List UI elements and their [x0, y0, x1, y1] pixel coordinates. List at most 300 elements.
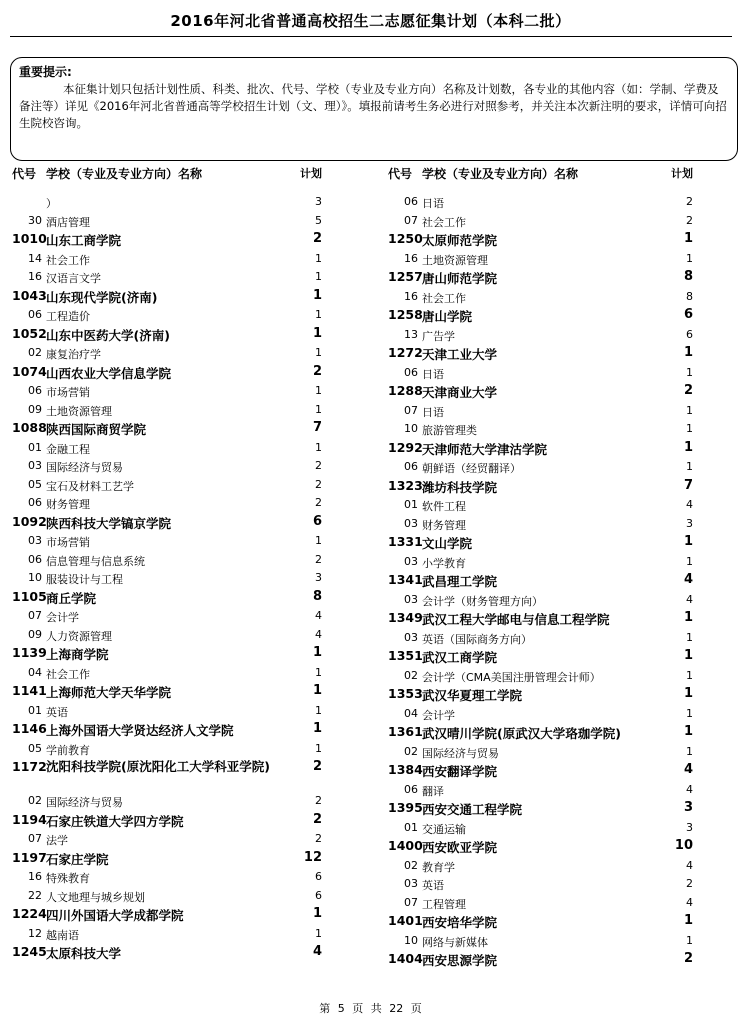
major-name: 日语 — [422, 367, 444, 381]
school-code: 1074 — [12, 363, 47, 379]
major-code: 06 — [28, 552, 42, 566]
major-row — [388, 781, 693, 800]
school-code: 1257 — [388, 269, 423, 284]
major-row — [388, 932, 693, 951]
school-row — [388, 609, 693, 629]
major-plan: 2 — [315, 496, 322, 509]
major-row — [388, 894, 693, 913]
major-plan: 3 — [315, 195, 322, 208]
major-name: 日语 — [422, 197, 444, 210]
major-name: 人力资源管理 — [46, 629, 112, 643]
major-code: 01 — [28, 440, 42, 454]
school-name: 武汉华夏理工学院 — [422, 688, 523, 703]
major-code: 03 — [404, 630, 418, 644]
school-row — [388, 382, 693, 402]
major-code: 06 — [404, 195, 418, 208]
major-name: 财务管理 — [422, 518, 466, 532]
major-row — [388, 364, 693, 383]
major-plan: 1 — [686, 251, 693, 265]
school-name: 文山学院 — [422, 536, 473, 551]
school-plan: 1 — [312, 906, 322, 921]
major-row — [12, 457, 322, 476]
school-row — [388, 306, 693, 326]
school-code: 1395 — [388, 800, 423, 815]
major-row — [388, 743, 693, 762]
major-code: 10 — [28, 571, 42, 584]
major-code: 06 — [28, 308, 42, 321]
school-plan: 4 — [683, 762, 693, 777]
major-code: 14 — [28, 251, 42, 265]
school-code: 1010 — [12, 231, 47, 246]
page-title: 2016年河北省普通高校招生二志愿征集计划（本科二批） — [170, 12, 571, 30]
school-code: 1088 — [12, 420, 47, 435]
major-plan: 1 — [686, 365, 693, 379]
school-plan: 1 — [312, 721, 322, 736]
major-plan: 1 — [686, 403, 693, 417]
major-plan: 1 — [686, 630, 693, 644]
school-code: 1341 — [388, 572, 423, 587]
major-row — [12, 439, 322, 458]
major-code: 07 — [28, 609, 42, 622]
school-name: 唐山学院 — [422, 309, 473, 324]
major-plan: 4 — [686, 498, 693, 511]
major-name: 会计学 — [422, 708, 455, 722]
major-plan: 1 — [315, 741, 322, 755]
school-row — [388, 723, 693, 743]
major-row — [12, 626, 322, 645]
major-code: 06 — [404, 460, 418, 473]
school-row — [388, 230, 693, 250]
school-name: 天津师范大学津沽学院 — [422, 441, 548, 457]
major-row — [12, 925, 322, 944]
school-row — [388, 533, 693, 553]
major-name: 汉语言文学 — [46, 272, 101, 285]
notice-heading: 重要提示: — [19, 65, 72, 79]
school-name: 西安欧亚学院 — [422, 840, 498, 855]
major-row — [12, 250, 322, 269]
school-row — [12, 419, 322, 439]
school-plan: 1 — [683, 724, 693, 739]
school-name: 太原科技大学 — [46, 946, 122, 961]
school-code: 1272 — [388, 345, 423, 360]
left-rows — [12, 193, 322, 963]
left-column — [12, 165, 322, 963]
school-code: 1349 — [388, 610, 423, 625]
school-row — [12, 682, 322, 702]
school-plan: 12 — [303, 849, 322, 865]
title-divider — [10, 36, 732, 37]
major-row — [12, 268, 322, 287]
major-name: 酒店管理 — [46, 215, 90, 229]
school-row — [12, 811, 322, 831]
major-row — [388, 420, 693, 439]
major-plan: 1 — [686, 744, 693, 758]
major-row — [12, 887, 322, 906]
major-code: 04 — [28, 665, 42, 679]
major-row — [388, 553, 693, 572]
header-code: 代号 — [388, 167, 413, 181]
school-plan: 2 — [312, 811, 322, 827]
major-name: 信息管理与信息系统 — [46, 554, 145, 568]
major-name: 旅游管理类 — [422, 424, 477, 437]
school-row — [388, 268, 693, 288]
school-plan: 1 — [312, 683, 322, 698]
major-row — [12, 830, 322, 849]
major-plan: 1 — [686, 706, 693, 720]
school-row — [12, 758, 322, 792]
major-name: 会计学（CMA美国注册管理会计师） — [422, 670, 601, 684]
major-code: 02 — [28, 794, 42, 807]
school-name: 西安思源学院 — [422, 953, 498, 968]
major-plan: 1 — [315, 308, 322, 321]
major-name: 土地资源管理 — [46, 404, 112, 418]
major-plan: 4 — [315, 627, 322, 641]
school-plan: 6 — [683, 307, 693, 322]
major-name: 软件工程 — [422, 500, 466, 513]
school-row — [12, 588, 322, 608]
major-plan: 2 — [315, 459, 322, 472]
major-row — [388, 857, 693, 876]
school-row — [12, 513, 322, 533]
major-row — [388, 458, 693, 477]
major-row — [12, 401, 322, 420]
major-name: 朝鲜语（经贸翻译） — [422, 462, 521, 475]
school-code: 1197 — [12, 849, 47, 865]
school-code: 1224 — [12, 906, 47, 921]
major-code: 03 — [28, 534, 42, 547]
school-code: 1052 — [12, 325, 47, 341]
major-code: 30 — [28, 213, 42, 227]
school-plan: 2 — [312, 231, 322, 246]
major-name: 小学教育 — [422, 556, 466, 570]
school-name: 石家庄学院 — [46, 851, 109, 867]
school-code: 1043 — [12, 287, 47, 303]
major-name: 财务管理 — [46, 498, 90, 511]
major-code: 07 — [28, 832, 42, 845]
major-row — [388, 496, 693, 515]
major-plan: 6 — [686, 327, 693, 341]
major-code: 02 — [404, 668, 418, 682]
school-code: 1258 — [388, 307, 423, 322]
major-name: 人文地理与城乡规划 — [46, 890, 145, 904]
major-name: 英语 — [46, 705, 68, 719]
major-row — [12, 193, 322, 212]
major-code: 16 — [404, 251, 418, 265]
major-row — [12, 551, 322, 570]
major-name: 工程造价 — [46, 310, 90, 323]
major-plan: 2 — [315, 832, 322, 845]
major-plan: 4 — [686, 592, 693, 606]
major-name: 市场营销 — [46, 536, 90, 549]
major-row — [12, 868, 322, 887]
school-plan: 1 — [312, 645, 322, 660]
major-plan: 1 — [686, 668, 693, 682]
major-plan: 3 — [686, 516, 693, 530]
major-name: 会计学（财务管理方向） — [422, 594, 543, 608]
school-row — [388, 912, 693, 932]
school-plan: 1 — [312, 325, 322, 341]
school-name: 陕西科技大学镐京学院 — [46, 515, 172, 531]
major-code: 16 — [404, 289, 418, 303]
school-plan: 4 — [683, 572, 693, 587]
major-name: 社会工作 — [422, 291, 466, 305]
major-code: 03 — [404, 516, 418, 530]
school-name: 石家庄铁道大学四方学院 — [46, 813, 184, 829]
notice-body: 本征集计划只包括计划性质、科类、批次、代号、学校（专业及专业方向）名称及计划数，各专业的其他内容（如：学制、学费及备注等）详见《2016年河北省普通高等学校招生计划（文、理）》。填报前请考生务必进行对照参考，并关注本次新注明的要求，详情可向招生院校咨询。 — [19, 82, 727, 130]
school-plan: 1 — [683, 913, 693, 928]
major-row — [12, 702, 322, 721]
major-plan: 8 — [686, 289, 693, 303]
major-name: 特殊教育 — [46, 872, 90, 885]
school-code: 1092 — [12, 513, 47, 529]
school-code: 1404 — [388, 951, 423, 966]
major-plan: 2 — [686, 213, 693, 227]
major-row — [388, 250, 693, 269]
major-row — [388, 193, 693, 212]
school-code: 1331 — [388, 534, 423, 549]
major-row — [12, 212, 322, 231]
major-row — [12, 740, 322, 759]
school-name: 上海师范大学天华学院 — [46, 685, 172, 700]
major-plan: 1 — [315, 270, 322, 283]
school-name: 上海商学院 — [46, 647, 109, 662]
major-code: 02 — [404, 744, 418, 758]
school-code: 1139 — [12, 645, 47, 660]
school-name: 西安交通工程学院 — [422, 802, 523, 817]
school-row — [12, 230, 322, 250]
school-plan: 2 — [683, 383, 693, 398]
major-row — [388, 629, 693, 648]
major-row — [12, 306, 322, 325]
school-row — [12, 287, 322, 307]
school-plan: 10 — [674, 838, 693, 853]
school-code: 1351 — [388, 648, 423, 663]
major-row — [388, 591, 693, 610]
major-plan: 4 — [686, 858, 693, 872]
school-row — [388, 477, 693, 497]
major-name: 国际经济与贸易 — [422, 746, 499, 760]
school-row — [388, 761, 693, 781]
school-row — [388, 571, 693, 591]
school-row — [388, 344, 693, 364]
major-code: 06 — [404, 782, 418, 796]
school-code: 1245 — [12, 944, 47, 959]
major-name: 金融工程 — [46, 442, 90, 456]
major-code: 16 — [28, 870, 42, 883]
major-row — [388, 402, 693, 421]
major-row — [388, 667, 693, 686]
school-code: 1353 — [388, 686, 423, 701]
school-plan: 1 — [683, 610, 693, 625]
major-code: 09 — [28, 627, 42, 641]
major-code: 02 — [28, 346, 42, 359]
major-name: 宝石及材料工艺学 — [46, 479, 134, 493]
major-plan: 1 — [315, 402, 322, 416]
major-row — [388, 875, 693, 894]
school-code: 1105 — [12, 588, 47, 604]
page-footer: 第 5 页 共 22 页 — [319, 1002, 422, 1015]
school-name: 西安培华学院 — [422, 915, 498, 930]
major-plan: 2 — [315, 552, 322, 566]
school-plan: 8 — [683, 269, 693, 284]
major-name: 翻译 — [422, 784, 444, 798]
major-plan: 4 — [686, 895, 693, 909]
school-plan: 1 — [683, 534, 693, 549]
major-row — [12, 607, 322, 626]
major-code: 22 — [28, 888, 42, 902]
major-name: 网络与新媒体 — [422, 935, 488, 949]
school-plan: 2 — [683, 951, 693, 966]
school-name: 山东现代学院(济南) — [46, 289, 158, 305]
major-plan: 1 — [686, 554, 693, 568]
major-name: 越南语 — [46, 928, 79, 942]
school-name: 武汉工程大学邮电与信息工程学院 — [422, 612, 610, 627]
major-name: 日语 — [422, 405, 444, 419]
school-name: 天津工业大学 — [422, 347, 498, 362]
major-name: 工程管理 — [422, 897, 466, 911]
school-code: 1361 — [388, 724, 423, 739]
major-code: 04 — [404, 706, 418, 720]
school-row — [12, 720, 322, 740]
major-name: 康复治疗学 — [46, 348, 101, 361]
right-column — [388, 165, 693, 970]
major-name: 广告学 — [422, 329, 455, 343]
school-plan: 2 — [312, 759, 322, 774]
major-plan: 1 — [315, 346, 322, 359]
school-row — [388, 950, 693, 970]
major-plan: 1 — [315, 251, 322, 265]
major-row — [12, 382, 322, 401]
major-row — [12, 494, 322, 513]
school-name: 陕西国际商贸学院 — [46, 422, 147, 437]
school-plan: 2 — [312, 363, 322, 379]
school-plan: 1 — [683, 439, 693, 455]
major-name: 交通运输 — [422, 822, 466, 836]
school-name: 西安翻译学院 — [422, 764, 498, 779]
major-name: 学前教育 — [46, 743, 90, 757]
school-name: 武汉晴川学院(原武汉大学珞珈学院) — [422, 726, 621, 741]
school-name: 武昌理工学院 — [422, 574, 498, 589]
major-plan: 1 — [315, 440, 322, 454]
major-code: 03 — [404, 592, 418, 606]
school-row — [388, 799, 693, 819]
major-name: 社会工作 — [46, 253, 90, 267]
major-code: 01 — [28, 703, 42, 717]
major-name: 市场营销 — [46, 386, 90, 399]
major-row — [388, 288, 693, 307]
major-code: 13 — [404, 327, 418, 341]
major-row — [12, 664, 322, 683]
major-code: 02 — [404, 858, 418, 872]
school-code: 1250 — [388, 231, 423, 246]
major-name: 教育学 — [422, 860, 455, 874]
major-plan: 1 — [315, 384, 322, 397]
major-code: 06 — [404, 365, 418, 379]
school-row — [12, 363, 322, 383]
school-code: 1194 — [12, 811, 47, 827]
school-row — [388, 439, 693, 459]
major-plan: 2 — [686, 877, 693, 890]
school-name: 潍坊科技学院 — [422, 479, 498, 495]
school-name: 上海外国语大学贤达经济人文学院 — [46, 723, 234, 738]
major-code: 09 — [28, 402, 42, 416]
school-row — [12, 644, 322, 664]
major-row — [388, 705, 693, 724]
major-row — [388, 515, 693, 534]
major-code: 05 — [28, 477, 42, 491]
major-code: 06 — [28, 496, 42, 509]
school-plan: 1 — [683, 345, 693, 360]
major-row — [12, 476, 322, 495]
major-name: 社会工作 — [422, 215, 466, 229]
school-plan: 1 — [312, 287, 322, 303]
major-code: 10 — [404, 422, 418, 435]
major-code: 05 — [28, 741, 42, 755]
major-plan: 1 — [315, 534, 322, 547]
major-plan: 6 — [315, 888, 322, 902]
major-code: 01 — [404, 498, 418, 511]
major-name: 会计学 — [46, 611, 79, 624]
school-name: 四川外国语大学成都学院 — [46, 908, 184, 923]
school-plan: 8 — [312, 588, 322, 604]
major-row — [12, 344, 322, 363]
major-code: 03 — [404, 877, 418, 890]
header-plan: 计划 — [300, 167, 322, 180]
major-plan: 2 — [315, 794, 322, 807]
school-name: 山东工商学院 — [46, 233, 122, 248]
school-plan: 4 — [312, 944, 322, 959]
notice-box — [10, 57, 738, 161]
school-row — [12, 905, 322, 925]
school-code: 1400 — [388, 838, 423, 853]
major-plan: 1 — [686, 933, 693, 947]
school-plan: 1 — [683, 231, 693, 246]
school-name: 山东中医药大学(济南) — [46, 327, 170, 343]
major-name: 法学 — [46, 834, 68, 847]
major-plan: 1 — [686, 422, 693, 435]
school-name: 唐山师范学院 — [422, 271, 498, 286]
major-name: 服装设计与工程 — [46, 573, 123, 586]
major-row — [388, 326, 693, 345]
school-plan: 1 — [683, 648, 693, 663]
major-code: 07 — [404, 213, 418, 227]
school-code: 1323 — [388, 477, 423, 493]
major-code: 12 — [28, 926, 42, 940]
school-name: 山西农业大学信息学院 — [46, 365, 172, 381]
column-header — [12, 165, 322, 185]
school-code: 1292 — [388, 439, 423, 455]
major-name: 英语 — [422, 879, 444, 892]
school-name: 武汉工商学院 — [422, 650, 498, 665]
school-plan: 1 — [683, 686, 693, 701]
major-plan: 4 — [686, 782, 693, 796]
major-code: 16 — [28, 270, 42, 283]
school-row — [12, 849, 322, 869]
major-plan: 1 — [315, 926, 322, 940]
header-plan: 计划 — [671, 167, 693, 180]
school-code: 1172 — [12, 759, 47, 774]
school-plan: 7 — [312, 420, 322, 435]
school-plan: 6 — [312, 513, 322, 529]
school-row — [12, 943, 322, 963]
school-code: 1146 — [12, 721, 47, 736]
major-plan: 6 — [315, 870, 322, 883]
major-plan: 2 — [315, 477, 322, 491]
major-name: 社会工作 — [46, 667, 90, 681]
major-name: 国际经济与贸易 — [46, 461, 123, 474]
school-row — [388, 837, 693, 857]
header-code: 代号 — [12, 167, 37, 181]
